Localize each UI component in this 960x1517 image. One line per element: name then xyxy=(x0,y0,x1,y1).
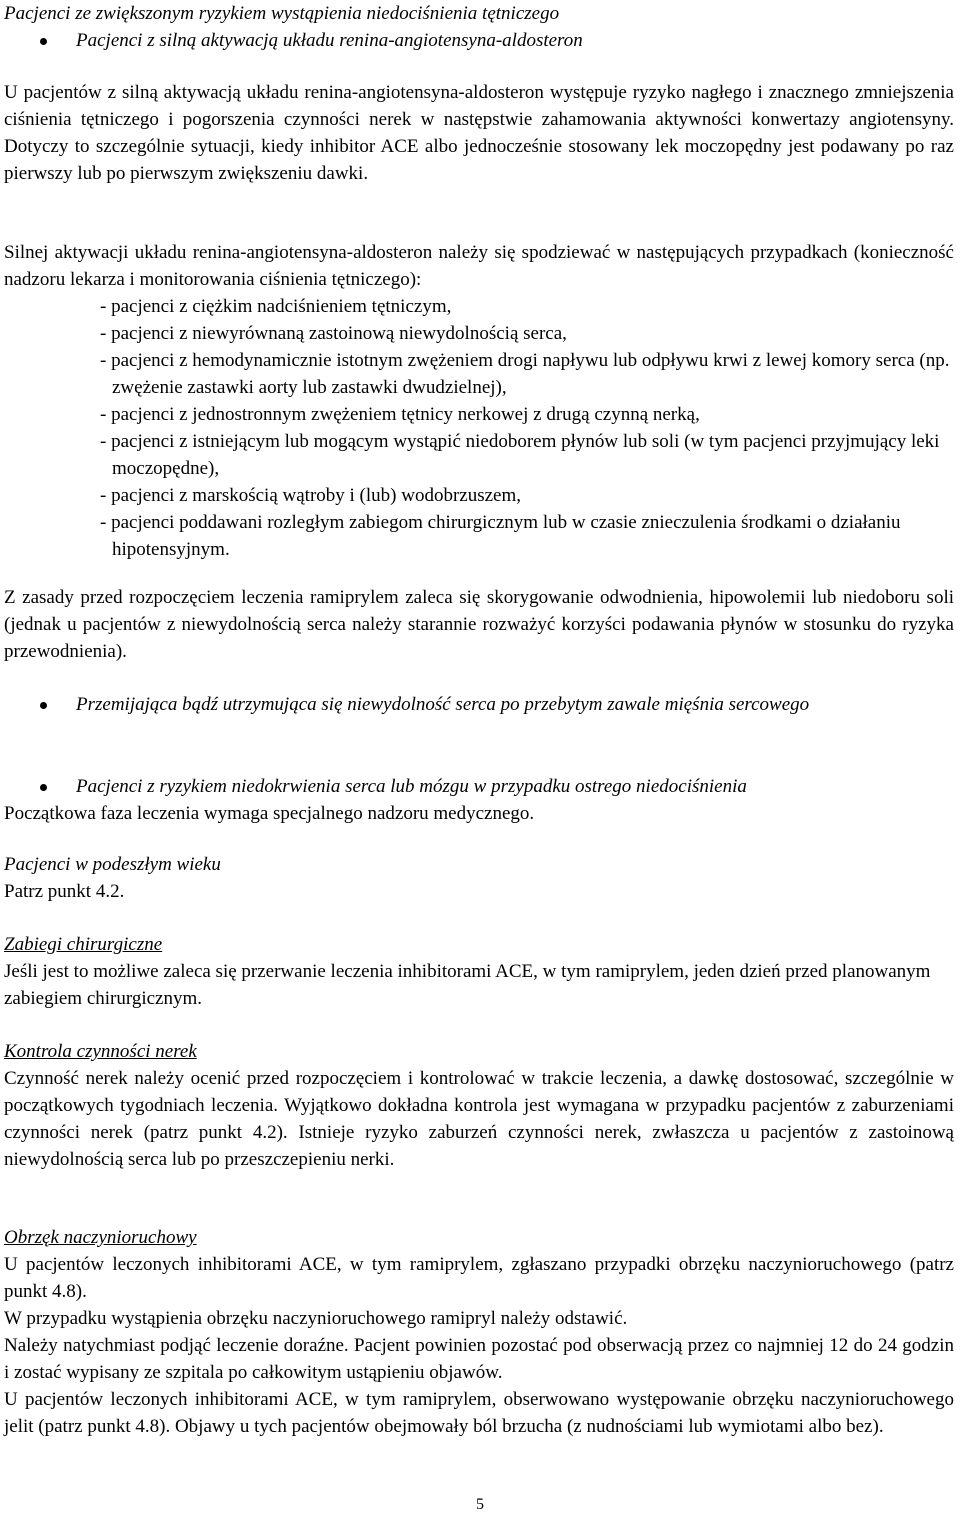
heading-elderly: Pacjenci w podeszłym wieku xyxy=(4,854,221,875)
bullet-icon xyxy=(40,702,47,709)
paragraph-raas-part2: Dotyczy to szczególnie sytuacji, kiedy inhibitor ACE albo jednocześnie stosowany lek moczopędny jest podawany po raz pierwszy lub po pierwszym zwiększeniu dawki. xyxy=(4,136,954,184)
heading-angioedema: Obrzęk naczynioruchowy xyxy=(4,1227,197,1248)
paragraph-elderly: Patrz punkt 4.2. xyxy=(4,881,125,902)
paragraph-kidney: Czynność nerek należy ocenić przed rozpoczęciem i kontrolować w trakcie leczenia, a dawkę dostosować, szczególnie w początkowych tygodniach leczenia. Wyjątkowo dokładna kontrola jest wymagana w przypadku pacjentów z zaburzeniami czynności nerek (patrz punkt 4.2). Istnieje ryzyko zaburzeń czynności nerek, zwłaszcza u pacjentów z zastoinową niewydolnością serca lub po przeszczepieniu nerki. xyxy=(4,1068,954,1170)
list-item: - pacjenci z istniejącym lub mogącym wystąpić niedoborem płynów lub soli (w tym pacjenci przyjmujący leki moczopędne), xyxy=(100,431,940,479)
list-item: - pacjenci z hemodynamicznie istotnym zwężeniem drogi napływu lub odpływu krwi z lewej komory serca (np. zwężenie zastawki aorty lub zastawki dwudzielnej), xyxy=(100,350,950,398)
list-item: - pacjenci z ciężkim nadciśnieniem tętniczym, xyxy=(100,296,452,317)
list-item: - pacjenci z jednostronnym zwężeniem tętnicy nerkowej z drugą czynną nerką, xyxy=(100,404,700,425)
bullet-item-heart-failure xyxy=(0,691,960,745)
paragraph-angio-3: Należy natychmiast podjąć leczenie doraźne. Pacjent powinien pozostać pod obserwacją przez co najmniej 12 do 24 godzin i zostać wypisany ze szpitala po całkowitym ustąpieniu objawów. xyxy=(4,1335,954,1383)
paragraph-angio-1: U pacjentów leczonych inhibitorami ACE, w tym ramiprylem, zgłaszano przypadki obrzęku naczynioruchowego (patrz punkt 4.8). xyxy=(4,1254,954,1302)
paragraph-initial-phase: Początkowa faza leczenia wymaga specjalnego nadzoru medycznego. xyxy=(4,803,535,824)
paragraph-principle: Z zasady przed rozpoczęciem leczenia ramiprylem zaleca się skorygowanie odwodnienia, hipowolemii lub niedoboru soli (jednak u pacjentów z niewydolnością serca należy starannie rozważyć korzyści podawania płynów w stosunku do ryzyka przewodnienia). xyxy=(4,587,954,662)
list-item: - pacjenci z marskością wątroby i (lub) wodobrzuszem, xyxy=(100,485,522,506)
paragraph-raas xyxy=(4,79,954,187)
bullet-icon xyxy=(40,784,47,791)
bullet-text-raas: Pacjenci z silną aktywacją układu renina-angiotensyna-aldosteron xyxy=(76,30,583,51)
bullet-item-ischemia xyxy=(0,773,960,800)
page-number: 5 xyxy=(476,1496,484,1513)
paragraph-angio-2: W przypadku wystąpienia obrzęku naczynioruchowego ramipryl należy odstawić. xyxy=(4,1308,628,1329)
bullet-icon xyxy=(40,38,47,45)
list-item: - pacjenci z niewyrównaną zastoinową niewydolnością serca, xyxy=(100,323,567,344)
paragraph-raas-part1: U pacjentów z silną aktywacją układu renina-angiotensyna-aldosteron występuje ryzyko nagłego i znacznego zmniejszenia ciśnienia tętniczego i pogorszenia czynności nerek w następstwie zahamowania aktywności konwertazy angiotensyny. xyxy=(4,82,954,130)
section-strong-activation xyxy=(4,239,954,563)
paragraph-angio-4: U pacjentów leczonych inhibitorami ACE, w tym ramiprylem, obserwowano występowanie obrzęku naczynioruchowego jelit (patrz punkt 4.8). Objawy u tych pacjentów obejmowały ból brzucha (z nudnościami lub wymiotami albo bez). xyxy=(4,1389,954,1437)
bullet-text-ischemia: Pacjenci z ryzykiem niedokrwienia serca lub mózgu w przypadku ostrego niedociśnienia xyxy=(76,776,747,797)
paragraph-surgery: Jeśli jest to możliwe zaleca się przerwanie leczenia inhibitorami ACE, w tym ramiprylem, jeden dzień przed planowanym zabiegiem chirurgicznym. xyxy=(4,961,931,1009)
section-angioedema xyxy=(4,1251,954,1440)
heading-surgery: Zabiegi chirurgiczne xyxy=(4,934,163,955)
bullet-item-raas xyxy=(0,27,960,54)
list-item: - pacjenci poddawani rozległym zabiegom chirurgicznym lub w czasie znieczulenia środkami o działaniu hipotensyjnym. xyxy=(100,512,901,560)
bullet-text-heart-failure: Przemijająca bądź utrzymująca się niewydolność serca po przebytym zawale mięśnia sercowego xyxy=(76,694,810,715)
paragraph-strong-intro: Silnej aktywacji układu renina-angiotensyna-aldosteron należy się spodziewać w następujących przypadkach (konieczność nadzoru lekarza i monitorowania ciśnienia tętniczego): xyxy=(4,242,954,290)
heading-kidney: Kontrola czynności nerek xyxy=(4,1041,197,1062)
risk-list xyxy=(62,293,954,563)
heading-hypotension-risk: Pacjenci ze zwiększonym ryzykiem wystąpienia niedociśnienia tętniczego xyxy=(4,3,560,24)
